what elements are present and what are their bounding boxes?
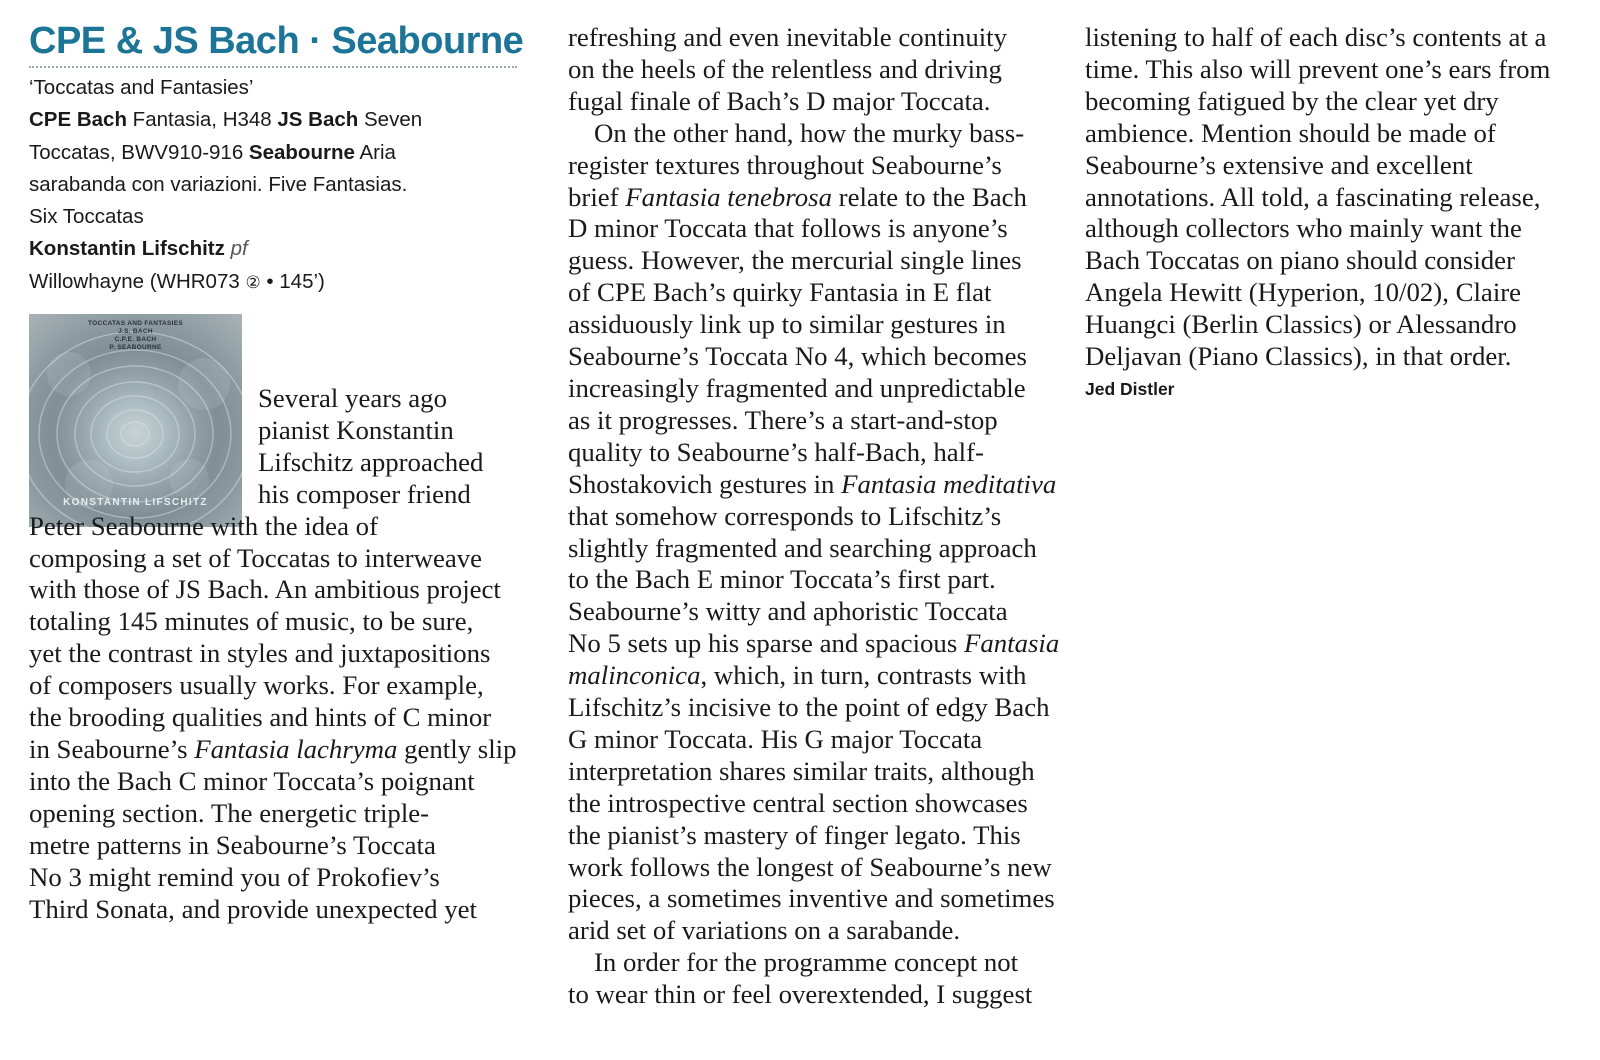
body-line: No 3 might remind you of Prokofiev’s bbox=[29, 861, 440, 892]
column-3 bbox=[1085, 22, 1577, 401]
body-line: on the heels of the relentless and driving bbox=[568, 53, 1002, 84]
body-line bbox=[568, 469, 1062, 501]
body-line: slightly fragmented and searching approach bbox=[568, 532, 1037, 563]
body-line: fugal finale of Bach’s D major Toccata. bbox=[568, 85, 991, 116]
body-line: On the other hand, how the murky bass- bbox=[594, 117, 1025, 148]
label-duration: • 145’) bbox=[260, 269, 325, 293]
body-line: Deljavan (Piano Classics), in that order. bbox=[1085, 341, 1512, 372]
body-line: Lifschitz approached bbox=[258, 446, 484, 477]
body-line: register textures throughout Seabourne’s bbox=[568, 149, 1002, 180]
body-line: totaling 145 minutes of music, to be sure, bbox=[29, 606, 474, 637]
work-title-italic: Fantasia meditativa bbox=[841, 468, 1057, 499]
album-title: ‘Toccatas and Fantasies’ bbox=[29, 76, 254, 99]
body-line bbox=[568, 182, 1062, 214]
body-line: pianist Konstantin bbox=[258, 414, 454, 445]
work-title-italic: Fantasia bbox=[963, 628, 1060, 659]
body-line: work follows the longest of Seabourne’s new bbox=[568, 851, 1052, 882]
body-line bbox=[29, 734, 517, 766]
cover-artist: KONSTANTIN LIFSCHITZ bbox=[63, 497, 208, 508]
work-toccatas-b: Toccatas, BWV910-916 bbox=[29, 140, 249, 164]
body-line: Several years ago bbox=[258, 383, 447, 413]
body-line: as it progresses. There’s a start-and-stop bbox=[568, 404, 998, 435]
body-line: although collectors who mainly want the bbox=[1085, 213, 1522, 244]
composer-cpe-bach: CPE Bach bbox=[29, 108, 127, 132]
body-line: the introspective central section showcases bbox=[568, 787, 1028, 818]
label-catalogue: Willowhayne (WHR073 bbox=[29, 269, 246, 293]
body-line: that somehow corresponds to Lifschitz’s bbox=[568, 500, 1002, 531]
text-run: Shostakovich gestures in bbox=[568, 468, 842, 499]
text-run: gently slip bbox=[397, 733, 517, 764]
composer-seabourne: Seabourne bbox=[248, 140, 355, 164]
cover-title-2: J.S. BACH bbox=[118, 328, 153, 335]
cover-title-3: C.P.E. BACH bbox=[114, 336, 157, 343]
cover-title-1: TOCCATAS AND FANTASIES bbox=[87, 320, 184, 327]
body-line: Seabourne’s witty and aphoristic Toccata bbox=[568, 596, 1008, 627]
body-line: ambience. Mention should be made of bbox=[1085, 117, 1496, 148]
body-line: quality to Seabourne’s half-Bach, half- bbox=[568, 436, 984, 467]
body-line: with those of JS Bach. An ambitious project bbox=[29, 574, 501, 605]
body-line: pieces, a sometimes inventive and sometimes bbox=[568, 883, 1055, 914]
text-run: in Seabourne’s bbox=[29, 733, 195, 764]
body-line: time. This also will prevent one’s ears from bbox=[1085, 53, 1551, 84]
body-line: D minor Toccata that follows is anyone’s bbox=[568, 213, 1008, 244]
body-line: arid set of variations on a sarabande. bbox=[568, 915, 961, 946]
body-line: guess. However, the mercurial single lines bbox=[568, 245, 1022, 276]
body-line: Bach Toccatas on piano should consider bbox=[1085, 245, 1515, 276]
body-line: his composer friend bbox=[258, 478, 471, 509]
composer-js-bach: JS Bach bbox=[277, 108, 359, 132]
review-headline: CPE & JS Bach · Seabourne bbox=[29, 22, 517, 68]
performer-name: Konstantin Lifschitz bbox=[29, 237, 225, 261]
text-run: relate to the Bach bbox=[831, 181, 1027, 212]
body-line: composing a set of Toccatas to interweave bbox=[29, 542, 483, 573]
body-line: increasingly fragmented and unpredictable bbox=[568, 372, 1026, 403]
works-line-4: Six Toccatas bbox=[29, 205, 144, 229]
work-title-italic: malinconica bbox=[568, 660, 701, 691]
column-2 bbox=[568, 22, 1062, 1011]
cover-title-4: P. SEABOURNE bbox=[109, 344, 162, 351]
body-line: assiduously link up to similar gestures in bbox=[568, 309, 1006, 340]
instrument-abbrev: pf bbox=[230, 237, 248, 261]
work-fantasia: Fantasia, H348 bbox=[126, 108, 278, 132]
work-aria: Aria bbox=[354, 140, 396, 164]
review-body-col2 bbox=[568, 22, 1062, 1011]
body-line: Angela Hewitt (Hyperion, 10/02), Claire bbox=[1085, 277, 1522, 308]
disc-count-icon: ② bbox=[245, 272, 261, 293]
work-title-italic: Fantasia lachryma bbox=[194, 733, 398, 764]
body-line: Lifschitz’s incisive to the point of edgy Bach bbox=[568, 692, 1050, 723]
body-line: the brooding qualities and hints of C minor bbox=[29, 702, 492, 733]
body-line: to the Bach E minor Toccata’s first part. bbox=[568, 564, 996, 595]
review-body-col1 bbox=[29, 383, 517, 925]
body-line bbox=[568, 628, 1062, 660]
label-line bbox=[29, 266, 539, 299]
text-run: brief bbox=[568, 181, 626, 212]
body-line: to wear thin or feel overextended, I suggest bbox=[568, 979, 1033, 1010]
body-line: metre patterns in Seabourne’s Toccata bbox=[29, 829, 436, 860]
body-line: G minor Toccata. His G major Toccata bbox=[568, 723, 983, 754]
body-line bbox=[568, 660, 1062, 692]
body-line: of CPE Bach’s quirky Fantasia in E flat bbox=[568, 277, 992, 308]
body-line: Seabourne’s extensive and excellent bbox=[1085, 149, 1473, 180]
body-line: of composers usually works. For example, bbox=[29, 670, 484, 701]
performer-line bbox=[29, 233, 539, 265]
body-line: becoming fatigued by the clear yet dry bbox=[1085, 85, 1499, 116]
text-run: , which, in turn, contrasts with bbox=[700, 660, 1027, 691]
body-line: listening to half of each disc’s contents at a bbox=[1085, 22, 1547, 52]
release-details bbox=[29, 72, 539, 299]
work-toccatas-a: Seven bbox=[358, 108, 423, 132]
text-run: No 5 sets up his sparse and spacious bbox=[568, 628, 964, 659]
body-line: refreshing and even inevitable continuity bbox=[568, 22, 1008, 52]
works-line-2 bbox=[29, 137, 539, 169]
body-line: annotations. All told, a fascinating release, bbox=[1085, 181, 1541, 212]
body-line: In order for the programme concept not bbox=[594, 947, 1019, 978]
body-line: Peter Seabourne with the idea of bbox=[29, 510, 378, 541]
body-line: into the Bach C minor Toccata’s poignant bbox=[29, 765, 475, 796]
body-line: yet the contrast in styles and juxtapositions bbox=[29, 638, 491, 669]
body-line: interpretation shares similar traits, although bbox=[568, 755, 1035, 786]
column-1 bbox=[29, 20, 539, 924]
work-title-italic: Fantasia tenebrosa bbox=[625, 181, 832, 212]
body-line: Seabourne’s Toccata No 4, which becomes bbox=[568, 341, 1027, 372]
review-body-col3 bbox=[1085, 22, 1577, 373]
works-line-1 bbox=[29, 104, 539, 136]
body-line: the pianist’s mastery of finger legato. This bbox=[568, 819, 1021, 850]
reviewer-byline: Jed Distler bbox=[1085, 378, 1175, 399]
body-line: opening section. The energetic triple- bbox=[29, 797, 430, 828]
works-line-3: sarabanda con variazioni. Five Fantasias. bbox=[29, 172, 408, 196]
body-line: Huangci (Berlin Classics) or Alessandro bbox=[1085, 309, 1517, 340]
body-line: Third Sonata, and provide unexpected yet bbox=[29, 893, 477, 924]
